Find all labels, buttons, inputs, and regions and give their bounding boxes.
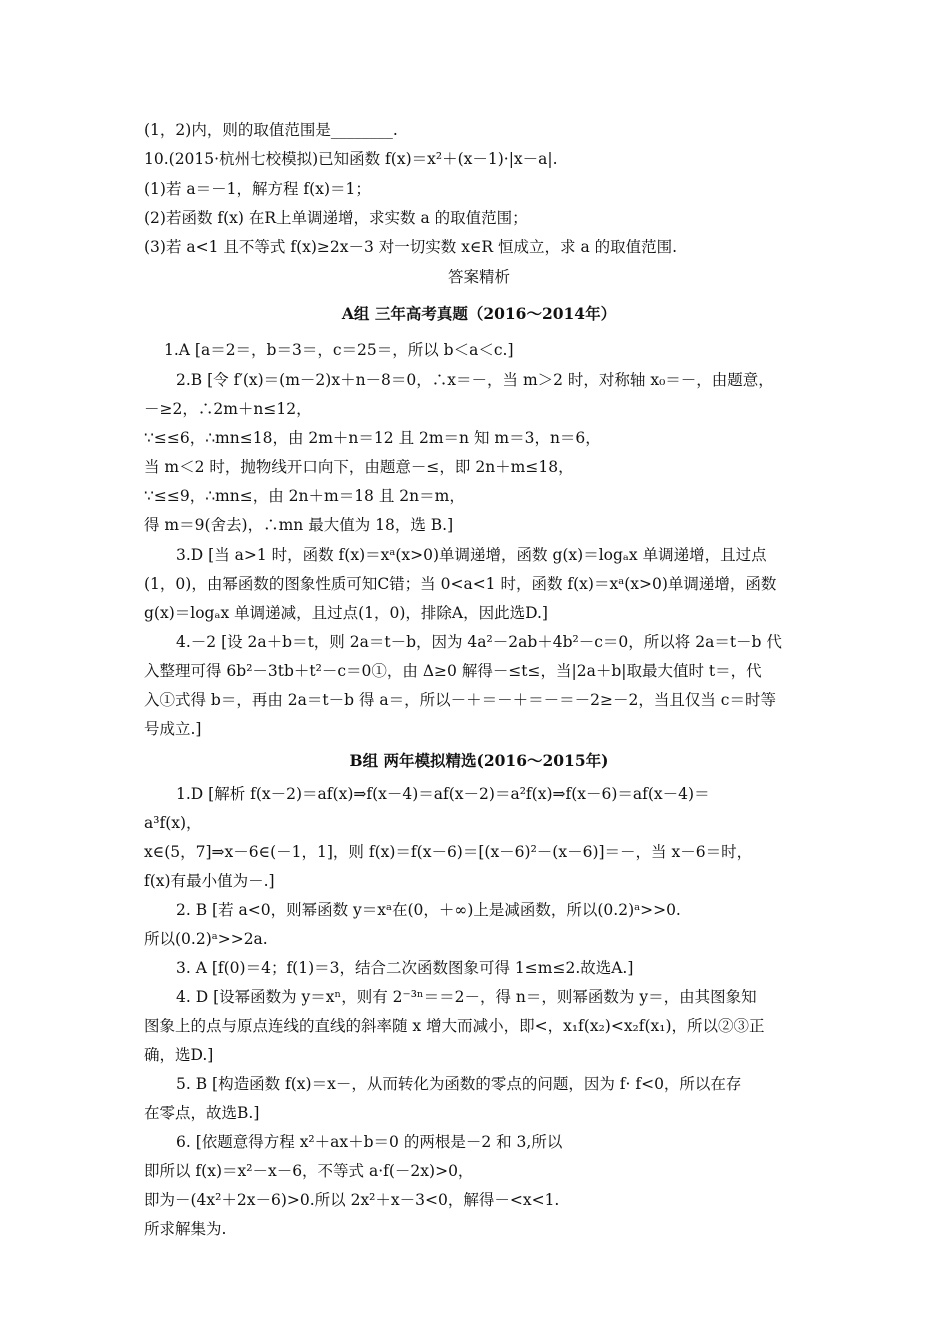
- group-a-title: A组 三年高考真题（2016～2014年）: [341, 304, 617, 323]
- answer-section-title: 答案精析: [447, 268, 510, 286]
- answer-b4-line: 确，选D.]: [144, 1046, 214, 1064]
- answer-b1-line: f(x)有最小值为－.]: [144, 872, 275, 890]
- answer-a3: 3.D [当 a>1 时，函数 f(x)＝xᵃ(x>0)单调递增，函数 g(x)＝logₐx 单调递增，且过点: [176, 546, 767, 564]
- answer-a2-line: 得 m＝9(舍去)，∴mn 最大值为 18，选 B.]: [144, 516, 454, 534]
- problem-10-part-1: (1)若 a＝－1，解方程 f(x)＝1；: [144, 180, 371, 198]
- answer-b6: 6. [依题意得方程 x²＋ax＋b＝0 的两根是－2 和 3,所以: [176, 1133, 563, 1151]
- answer-b2: 2. B [若 a<0，则幂函数 y＝xᵃ在(0，＋∞)上是减函数，所以(0.2)ᵃ>>0.: [176, 901, 681, 919]
- answer-a2: 2.B [令 f′(x)＝(m－2)x＋n－8＝0，∴x＝－，当 m＞2 时，对称轴 x₀＝－，由题意，: [176, 371, 774, 389]
- answer-b1: 1.D [解析 f(x－2)＝af(x)⇒f(x－4)＝af(x－2)＝a²f(x)⇒f(x－6)＝af(x－4)＝: [176, 785, 710, 803]
- answer-b3: 3. A [f(0)＝4；f(1)＝3，结合二次函数图象可得 1≤m≤2.故选A.]: [176, 959, 634, 977]
- answer-a2-line: ∵≤≤6，∴mn≤18，由 2m＋n＝12 且 2m＝n 知 m＝3，n＝6，: [144, 429, 601, 447]
- answer-a4: 4.－2 [设 2a＋b＝t，则 2a＝t－b，因为 4a²－2ab＋4b²－c＝0，所以将 2a＝t－b 代: [176, 633, 782, 651]
- problem-10-part-2: (2)若函数 f(x) 在R上单调递增，求实数 a 的取值范围；: [144, 209, 528, 227]
- answer-b6-line: 所求解集为.: [144, 1220, 227, 1238]
- answer-a4-line: 入整理可得 6b²－3tb＋t²－c＝0①，由 Δ≥0 解得－≤t≤，当|2a＋b|取最大值时 t＝，代: [144, 662, 762, 680]
- answer-a3-line: g(x)＝logₐx 单调递减，且过点(1，0)，排除A，因此选D.]: [144, 604, 548, 622]
- answer-a2-line: 当 m＜2 时，抛物线开口向下，由题意－≤，即 2n＋m≤18，: [144, 458, 574, 476]
- problem-10-part-3: (3)若 a<1 且不等式 f(x)≥2x－3 对一切实数 x∈R 恒成立，求 a 的取值范围.: [144, 238, 678, 256]
- answer-b4: 4. D [设幂函数为 y＝xⁿ，则有 2⁻³ⁿ＝＝2－，得 n＝，则幂函数为 y＝，由其图象知: [176, 988, 757, 1006]
- problem-10-stem: 10.(2015·杭州七校模拟)已知函数 f(x)＝x²＋(x－1)·|x－a|.: [144, 150, 558, 168]
- answer-a4-line: 入①式得 b＝，再由 2a＝t－b 得 a＝，所以－＋＝－＋＝－＝－2≥－2，当且仅当 c＝时等: [144, 691, 776, 709]
- answer-b4-line: 图象上的点与原点连线的直线的斜率随 x 增大而减小，即<，x₁f(x₂)<x₂f(x₁)，所以②③正: [144, 1017, 765, 1035]
- answer-a4-line: 号成立.]: [144, 720, 202, 738]
- answer-a2-line: ∵≤≤9，∴mn≤，由 2n＋m＝18 且 2n＝m，: [144, 487, 465, 505]
- answer-a2-line: －≥2，∴2m＋n≤12，: [144, 400, 312, 418]
- text-line: (1，2)内，则的取值范围是________.: [144, 121, 398, 139]
- answer-a3-line: (1，0)，由幂函数的图象性质可知C错；当 0<a<1 时，函数 f(x)＝xᵃ(x>0)单调递增，函数: [144, 575, 777, 593]
- answer-a1: 1.A [a＝2＝，b＝3＝，c＝25＝，所以 b＜a＜c.]: [164, 341, 514, 359]
- answer-b5: 5. B [构造函数 f(x)＝x－，从而转化为函数的零点的问题，因为 f· f<0，所以在存: [176, 1075, 742, 1093]
- group-b-title: B组 两年模拟精选(2016～2015年): [349, 751, 609, 770]
- answer-b6-line: 即为－(4x²＋2x－6)>0.所以 2x²＋x－3<0，解得－<x<1.: [144, 1191, 560, 1209]
- answer-b2-line: 所以(0.2)ᵃ>>2a.: [144, 930, 268, 948]
- answer-b1-line: a³f(x)，: [144, 814, 202, 832]
- answer-b1-line: x∈(5，7]⇒x－6∈(－1，1]，则 f(x)＝f(x－6)＝[(x－6)²－(x－6)]＝－，当 x－6＝时，: [144, 843, 753, 861]
- answer-b6-line: 即所以 f(x)＝x²－x－6，不等式 a·f(－2x)>0，: [144, 1162, 474, 1180]
- answer-b5-line: 在零点，故选B.]: [144, 1104, 260, 1122]
